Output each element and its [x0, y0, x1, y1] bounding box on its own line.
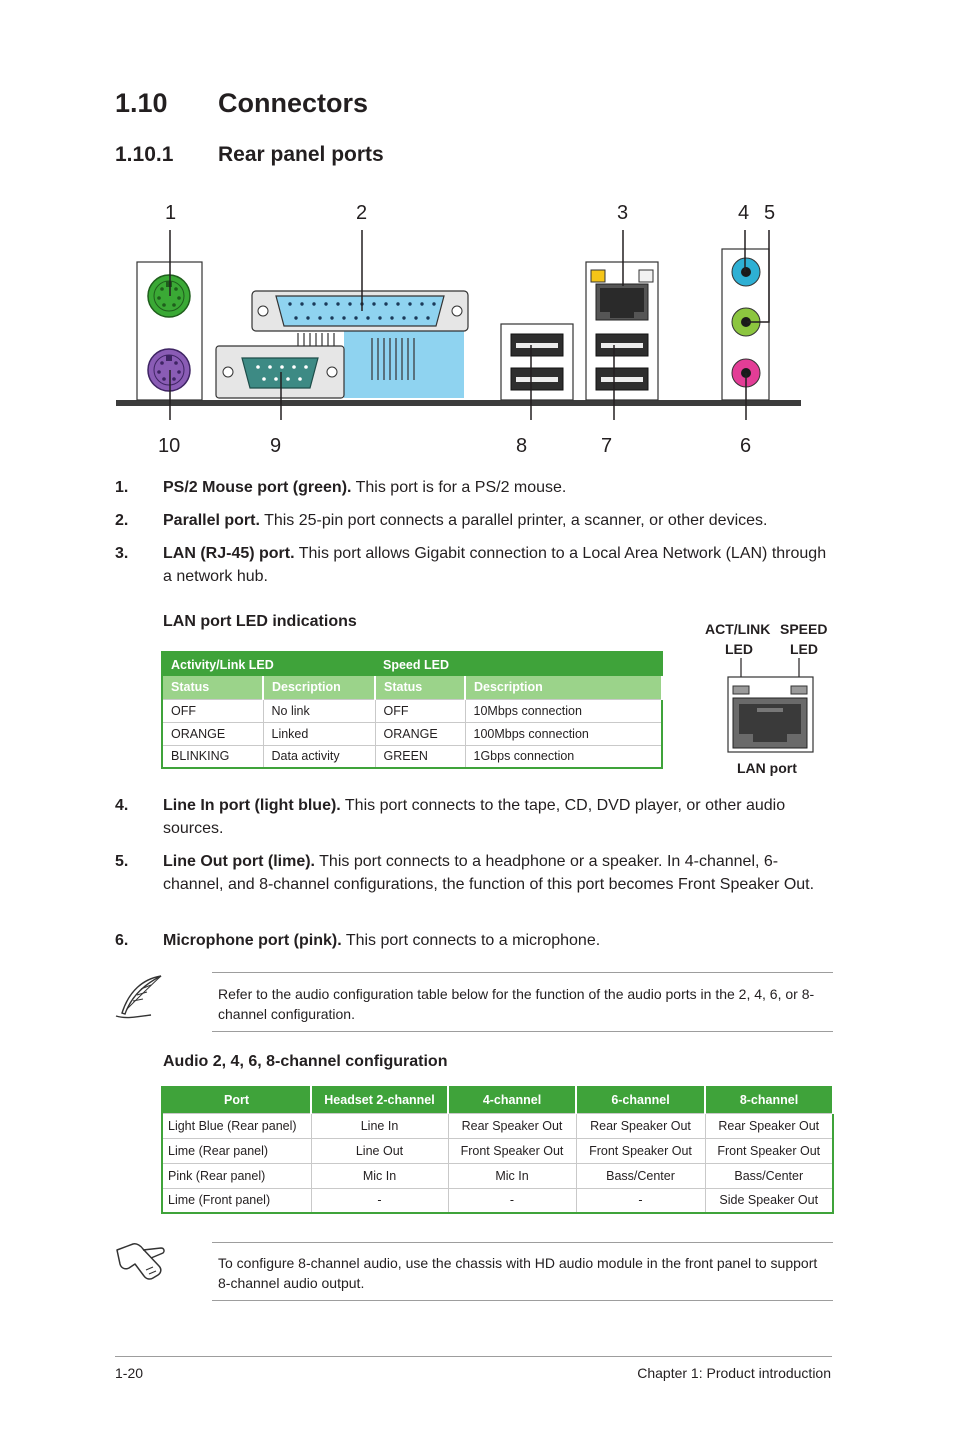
table-cell: - [448, 1188, 576, 1213]
note-divider [212, 1300, 833, 1301]
item-title: Parallel port. [163, 512, 260, 529]
table-cell: BLINKING [162, 745, 263, 768]
table-cell: Data activity [263, 745, 375, 768]
table-cell: Front Speaker Out [705, 1138, 833, 1163]
section-number: 1.10 [115, 88, 168, 118]
table-cell: Front Speaker Out [448, 1138, 576, 1163]
lan-led-table [161, 651, 663, 769]
callout-10: 10 [158, 435, 181, 457]
subsection-title-text: Rear panel ports [218, 143, 384, 166]
item-number: 5. [115, 853, 129, 870]
item-text: This port connects to a headphone or a speaker. In 4-channel, 6-channel, and 8-channel configurations, the function of this port becomes Front Speaker Out. [163, 853, 815, 893]
table-header-row [162, 1087, 833, 1113]
table-row [162, 1163, 833, 1188]
table-cell: Pink (Rear panel) [162, 1163, 311, 1188]
list-item [115, 850, 830, 896]
item-title: Microphone port (pink). [163, 932, 342, 949]
item-text: This 25-pin port connects a parallel printer, a scanner, or other devices. [259, 512, 768, 529]
callout-3: 3 [617, 202, 629, 224]
list-item [115, 476, 830, 499]
list-item [115, 794, 830, 840]
group-header-speed: Speed LED [375, 652, 662, 676]
item-title: PS/2 Mouse port (green). [163, 479, 352, 496]
item-text: This port is for a PS/2 mouse. [351, 479, 567, 496]
speed-label: SPEED [780, 621, 828, 637]
speed-led-word: LED [790, 641, 818, 657]
chapter-title: Chapter 1: Product introduction [637, 1365, 831, 1381]
item-title: Line Out port (lime). [163, 853, 315, 870]
lan-led-heading: LAN port LED indications [163, 613, 357, 630]
column-header: Status [162, 676, 263, 699]
column-header: Port [162, 1087, 311, 1113]
table-cell: Mic In [311, 1163, 448, 1188]
item-number: 4. [115, 797, 129, 814]
table-row [162, 1138, 833, 1163]
callout-2: 2 [356, 202, 368, 224]
rear-panel-diagram [110, 230, 810, 420]
list-item [115, 542, 830, 588]
act-link-label: ACT/LINK [705, 621, 771, 637]
table-row [162, 1113, 833, 1138]
item-number: 3. [115, 545, 129, 562]
subsection-number: 1.10.1 [115, 143, 174, 166]
column-header: Description [263, 676, 375, 699]
table-cell: Lime (Front panel) [162, 1188, 311, 1213]
feather-pen-icon [113, 973, 165, 1021]
table-cell: Line In [311, 1113, 448, 1138]
audio-config-heading: Audio 2, 4, 6, 8-channel configuration [163, 1053, 448, 1070]
list-item [115, 509, 830, 532]
item-title: LAN (RJ-45) port. [163, 545, 295, 562]
table-cell: - [576, 1188, 705, 1213]
callout-1: 1 [165, 202, 177, 224]
callout-7: 7 [601, 435, 613, 457]
note-text: To configure 8-channel audio, use the chassis with HD audio module in the front panel to support 8-channel audio output. [218, 1255, 818, 1291]
table-cell: ORANGE [375, 722, 465, 745]
table-cell: 1Gbps connection [465, 745, 662, 768]
act-led-word: LED [725, 641, 753, 657]
table-cell: Front Speaker Out [576, 1138, 705, 1163]
lan-port-label: LAN port [737, 760, 797, 776]
audio-config-table [161, 1086, 834, 1214]
lan-port-diagram [725, 658, 815, 754]
list-item [115, 929, 830, 952]
footer-divider [115, 1356, 832, 1357]
table-row [162, 1188, 833, 1213]
table-cell: OFF [375, 699, 465, 722]
table-cell: Side Speaker Out [705, 1188, 833, 1213]
item-number: 6. [115, 932, 129, 949]
table-row [162, 745, 662, 768]
note-divider [212, 1031, 833, 1032]
section-title-text: Connectors [218, 88, 369, 118]
table-cell: Line Out [311, 1138, 448, 1163]
parallel-blue-bracket [344, 330, 464, 398]
column-header: 4-channel [448, 1087, 576, 1113]
callout-8: 8 [516, 435, 528, 457]
table-group-header [162, 652, 662, 676]
column-header: Headset 2-channel [311, 1087, 448, 1113]
item-text: This port connects to the tape, CD, DVD player, or other audio sources. [163, 797, 786, 837]
callout-9: 9 [270, 435, 282, 457]
table-cell: Rear Speaker Out [448, 1113, 576, 1138]
pointing-hand-icon [113, 1240, 169, 1284]
note-divider [212, 972, 833, 973]
table-row [162, 722, 662, 745]
subsection-title [115, 143, 384, 167]
note-divider [212, 1242, 833, 1243]
column-header: Status [375, 676, 465, 699]
table-cell: Mic In [448, 1163, 576, 1188]
item-text: This port allows Gigabit connection to a Local Area Network (LAN) through a network hub. [163, 545, 827, 585]
item-text: This port connects to a microphone. [341, 932, 601, 949]
column-header: 6-channel [576, 1087, 705, 1113]
item-number: 2. [115, 512, 129, 529]
table-cell: GREEN [375, 745, 465, 768]
table-cell: Bass/Center [576, 1163, 705, 1188]
item-title: Line In port (light blue). [163, 797, 341, 814]
note-text: Refer to the audio configuration table below for the function of the audio ports in the 2, 4, 6, or 8-channel configuration. [218, 986, 815, 1022]
table-cell: 100Mbps connection [465, 722, 662, 745]
table-cell: Rear Speaker Out [705, 1113, 833, 1138]
table-cell: Bass/Center [705, 1163, 833, 1188]
callout-4: 4 [738, 202, 750, 224]
group-header-activity: Activity/Link LED [162, 652, 375, 676]
table-header-row [162, 676, 662, 699]
panel-baseline [116, 400, 801, 406]
table-cell: OFF [162, 699, 263, 722]
column-header: Description [465, 676, 662, 699]
table-cell: - [311, 1188, 448, 1213]
table-cell: Rear Speaker Out [576, 1113, 705, 1138]
callout-6: 6 [740, 435, 752, 457]
column-header: 8-channel [705, 1087, 833, 1113]
table-cell: 10Mbps connection [465, 699, 662, 722]
section-title [115, 88, 368, 119]
table-cell: Lime (Rear panel) [162, 1138, 311, 1163]
table-cell: Linked [263, 722, 375, 745]
item-number: 1. [115, 479, 129, 496]
table-row [162, 699, 662, 722]
table-cell: Light Blue (Rear panel) [162, 1113, 311, 1138]
table-cell: ORANGE [162, 722, 263, 745]
page-number: 1-20 [115, 1365, 144, 1381]
table-cell: No link [263, 699, 375, 722]
callout-5: 5 [764, 202, 776, 224]
